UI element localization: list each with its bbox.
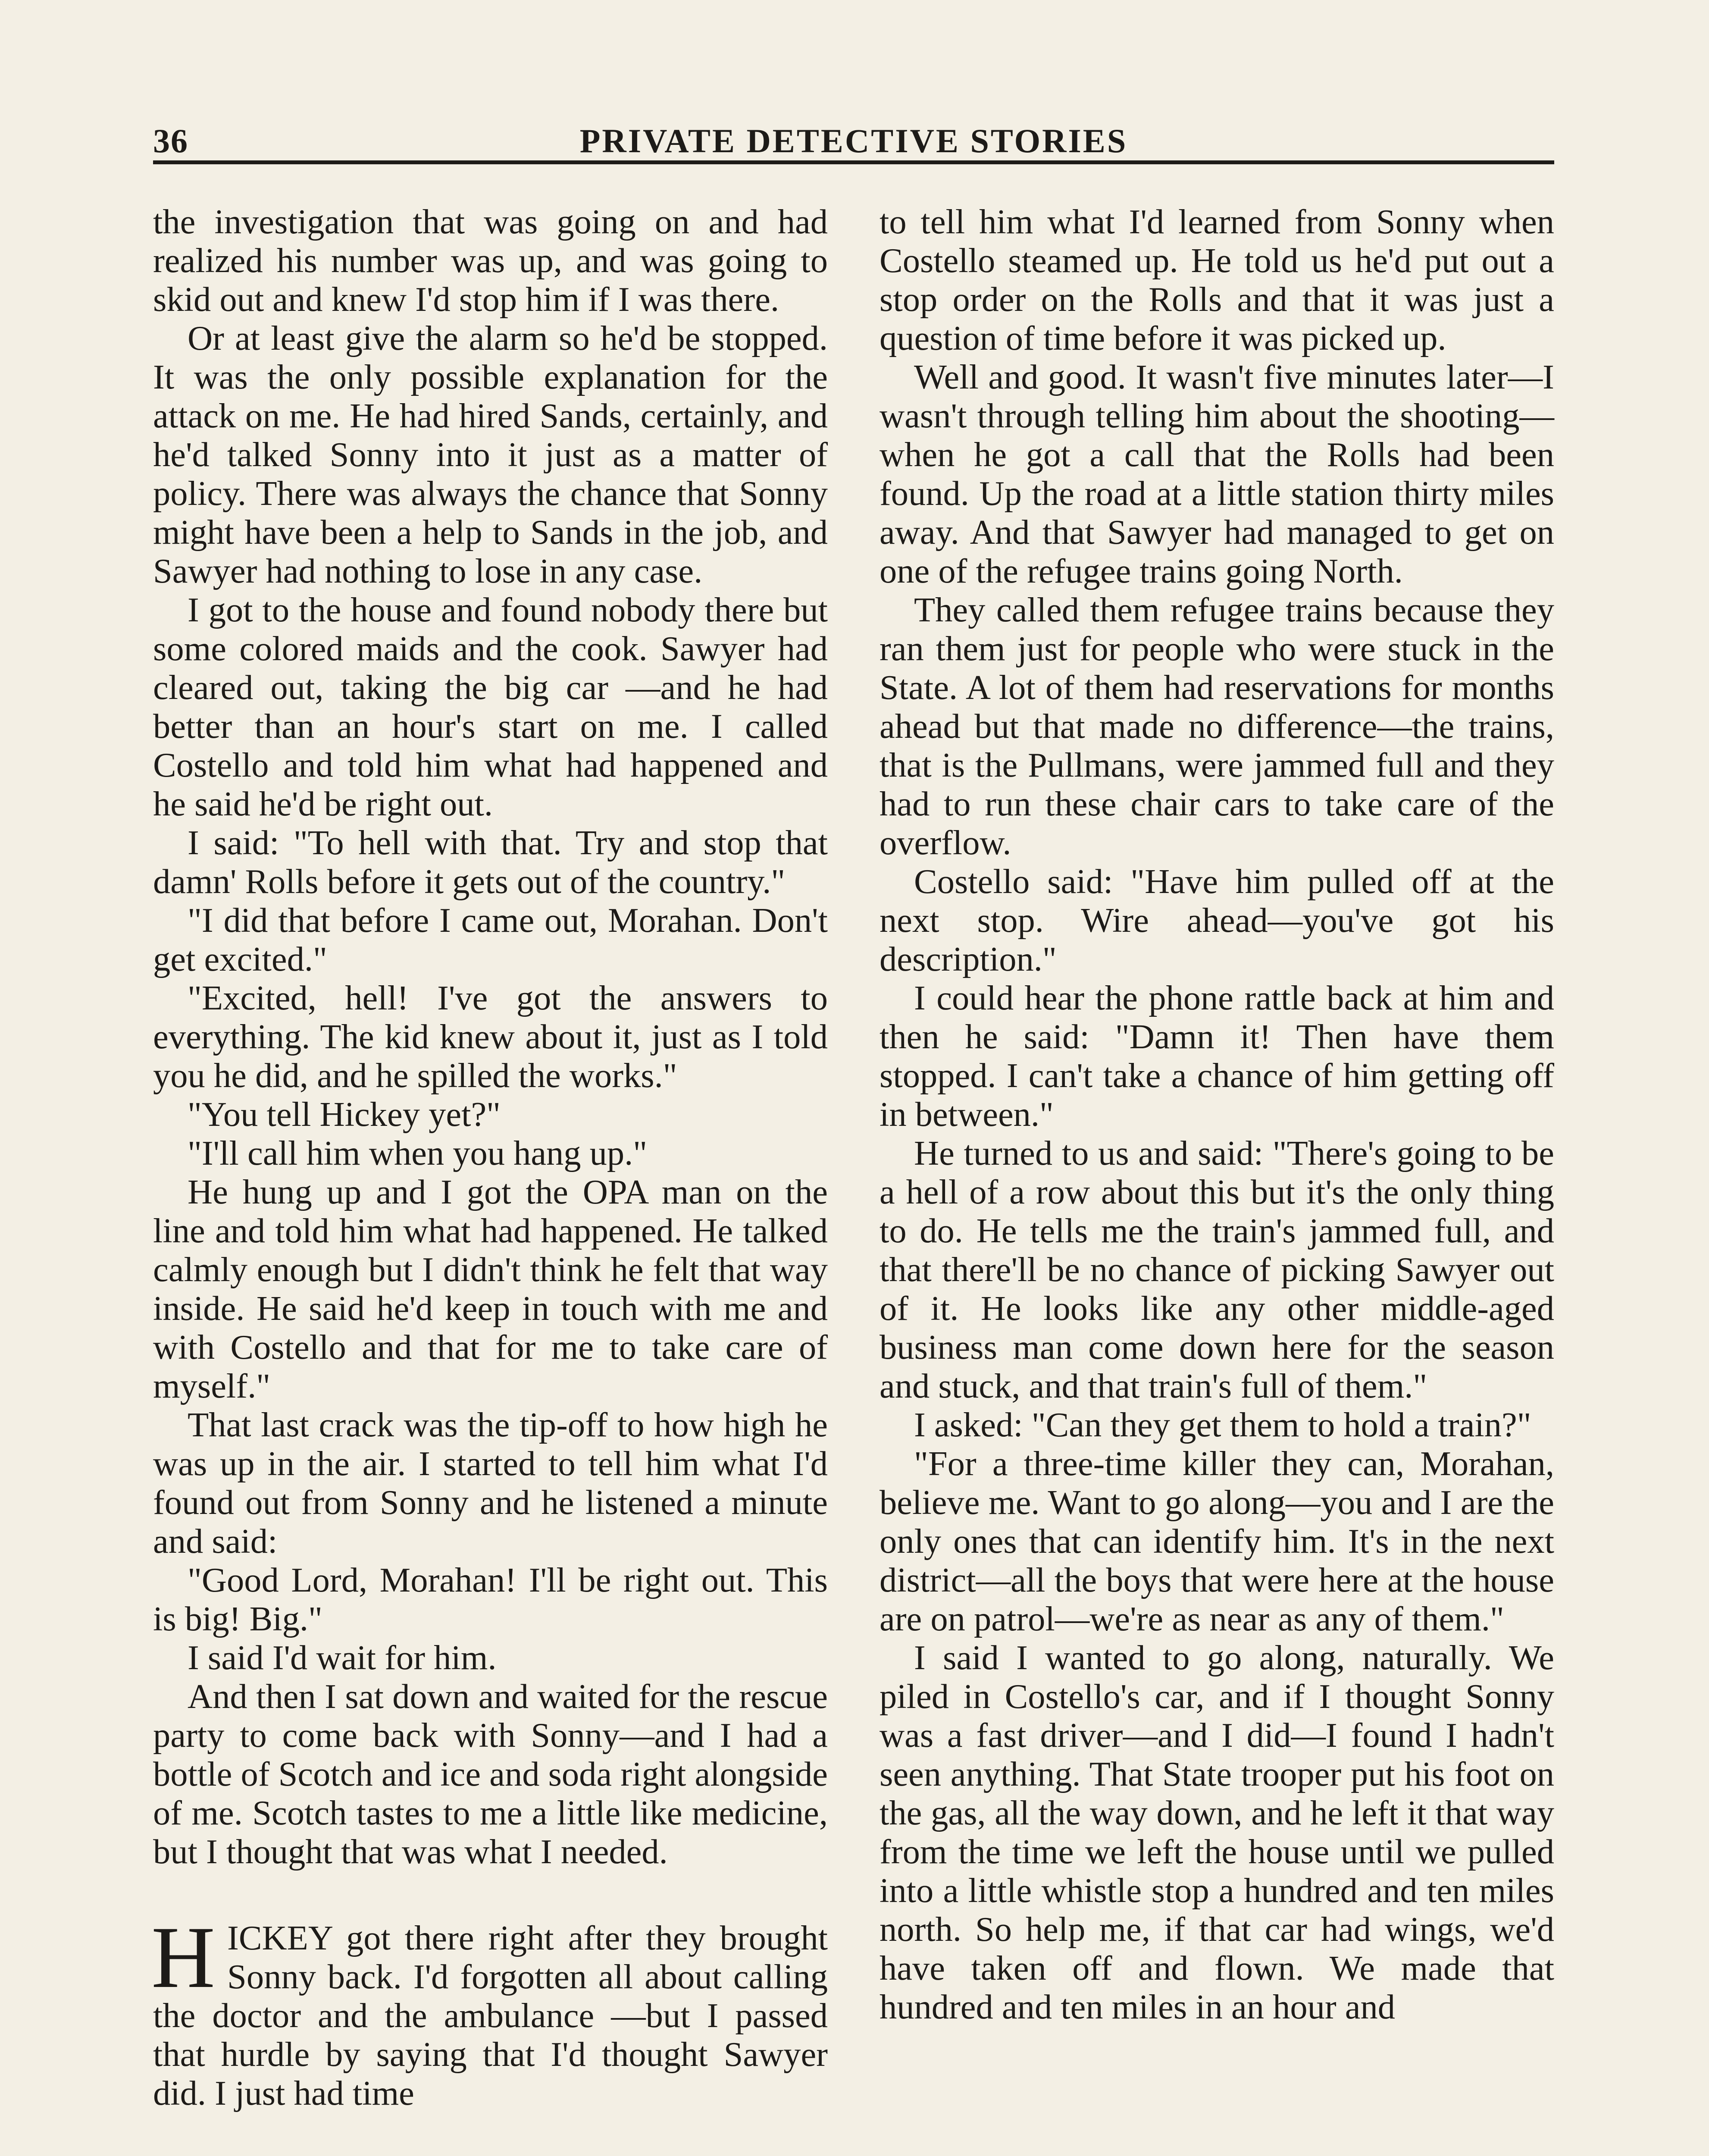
paragraph: "For a three-time killer they can, Morahan, believe me. Want to go along—you and I are the only ones that can identify him. It's in the next district—all the boys that were here at the house are on patrol—we're as near as any of them.": [880, 1445, 1554, 1638]
running-head: [153, 113, 1554, 160]
paragraph: Or at least give the alarm so he'd be stopped. It was the only possible explanation for the attack on me. He had hired Sands, certainly, and he'd talked Sonny into it just as a matter of policy. There was always the chance that Sonny might have been a help to Sands in the job, and Sawyer had nothing to lose in any case.: [153, 319, 828, 590]
paragraph: "You tell Hickey yet?": [188, 1095, 501, 1134]
paragraph: the investigation that was going on and had realized his number was up, and was going to skid out and knew I'd stop him if I was there.: [153, 203, 828, 319]
paragraph: I got to the house and found nobody there but some colored maids and the cook. Sawyer had cleared out, taking the big car —and he had better than an hour's start on me. I called Costello and told him what had happened and he said he'd be right out.: [153, 591, 828, 823]
section-break: [153, 1871, 828, 1919]
paragraph: I could hear the phone rattle back at him and then he said: "Damn it! Then have them stopped. I can't take a chance of him getting off in between.": [880, 979, 1554, 1134]
paragraph: That last crack was the tip-off to how high he was up in the air. I started to tell him what I'd found out from Sonny and he listened a minute and said:: [153, 1406, 828, 1561]
paragraph: to tell him what I'd learned from Sonny when Costello steamed up. He told us he'd put out a stop order on the Rolls and that it was just a question of time before it was picked up.: [880, 203, 1554, 357]
paragraph: "Good Lord, Morahan! I'll be right out. This is big! Big.": [153, 1561, 828, 1638]
paragraph: "I did that before I came out, Morahan. Don't get excited.": [153, 901, 828, 978]
page-number: 36: [153, 122, 188, 160]
paragraph: They called them refugee trains because they ran them just for people who were stuck in the State. A lot of them had reservations for months ahead but that made no difference—the trains, that is the Pullmans, were jammed full and they had to run these chair cars to take care of the overflow.: [880, 591, 1554, 862]
paragraph: Costello said: "Have him pulled off at the next stop. Wire ahead—you've got his description.": [880, 862, 1554, 978]
header-rule: [153, 160, 1554, 164]
paragraph: "Excited, hell! I've got the answers to everything. The kid knew about it, just as I told you he did, and he spilled the works.": [153, 979, 828, 1095]
paragraph: "I'll call him when you hang up.": [188, 1134, 648, 1172]
paragraph: Well and good. It wasn't five minutes later—I wasn't through telling him about the shooting—when he got a call that the Rolls had been found. Up the road at a little station thirty miles away. And that Sawyer had managed to get on one of the refugee trains going North.: [880, 358, 1554, 590]
paragraph: I said: "To hell with that. Try and stop that damn' Rolls before it gets out of the country.": [153, 824, 828, 901]
paragraph: And then I sat down and waited for the rescue party to come back with Sonny—and I had a bottle of Scotch and ice and soda right alongside of me. Scotch tastes to me a little like medicine, but I thought that was what I needed.: [153, 1677, 828, 1871]
paragraph: I asked: "Can they get them to hold a train?": [914, 1406, 1531, 1444]
paragraph-text: ICKEY got there right after they brought Sonny back. I'd forgotten all about calling the doctor and the ambulance —but I passed that hurdle by saying that I'd thought Sawyer did. I just had time: [153, 1919, 828, 2112]
paragraph: I said I wanted to go along, naturally. We piled in Costello's car, and if I thought Sonny was a fast driver—and I did—I found I hadn't seen anything. That State trooper put his foot on the gas, all the way down, and he left it that way from the time we left the house until we pulled into a little whistle stop a hundred and ten miles north. So help me, if that car had wings, we'd have taken off and flown. We made that hundred and ten miles in an hour and: [880, 1639, 1554, 2026]
section-opening-paragraph: [151, 1908, 828, 2113]
paragraph: He hung up and I got the OPA man on the line and told him what had happened. He talked calmly enough but I didn't think he felt that way inside. He said he'd keep in touch with me and with Costello and that for me to take care of myself.": [153, 1173, 828, 1405]
paragraph: I said I'd wait for him.: [188, 1639, 497, 1677]
left-column: [153, 203, 828, 2113]
drop-cap: H: [151, 1908, 216, 2006]
right-column: [880, 203, 1554, 2027]
paragraph: He turned to us and said: "There's going to be a hell of a row about this but it's the only thing to do. He tells me the train's jammed full, and that there'll be no chance of picking Sawyer out of it. He looks like any other middle-aged business man come down here for the season and stuck, and that train's full of them.": [880, 1134, 1554, 1405]
magazine-title: PRIVATE DETECTIVE STORIES: [579, 122, 1128, 160]
